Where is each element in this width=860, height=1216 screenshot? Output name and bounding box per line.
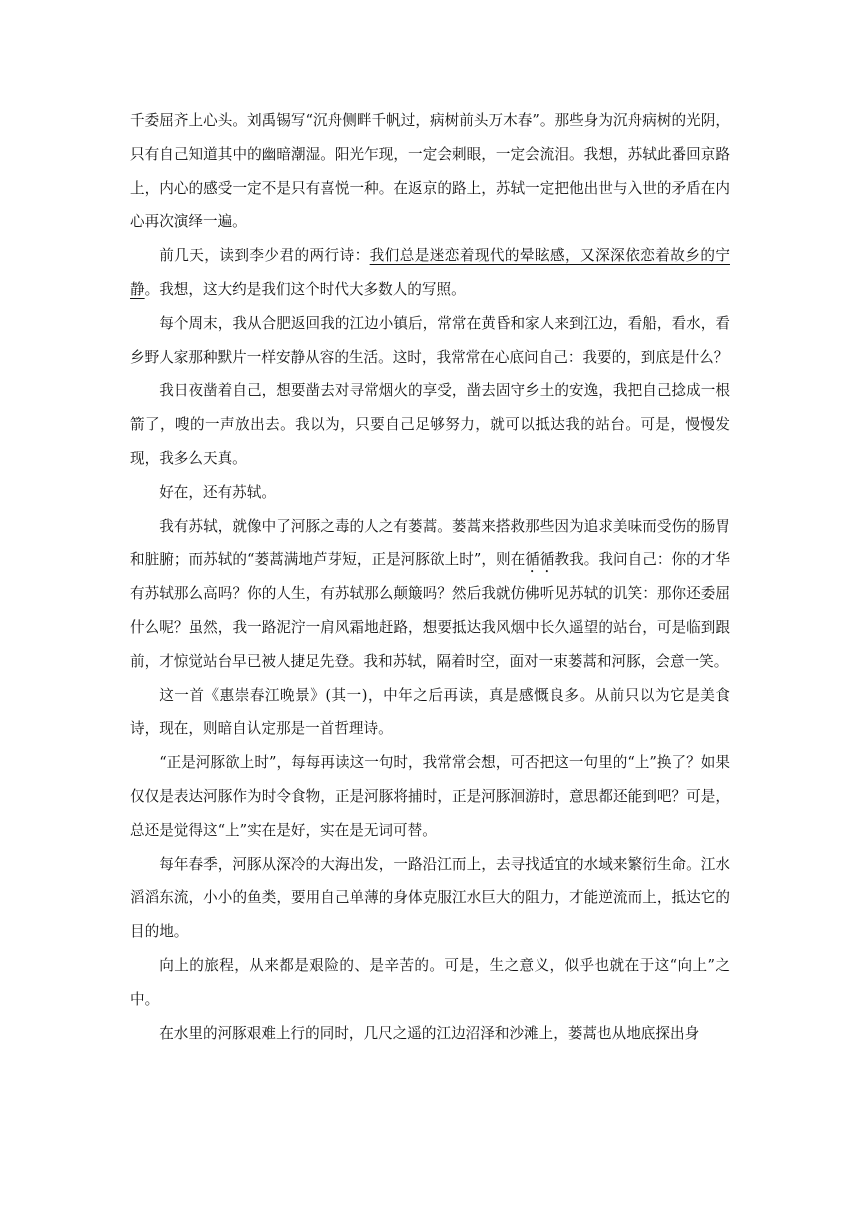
paragraph-10: 向上的旅程，从来都是艰险的、是辛苦的。可是，生之意义，似乎也就在于这“向上”之中。 (130, 956, 730, 1008)
paragraph-2-intro: 前几天，读到李少君的两行诗： (159, 247, 370, 265)
paragraph-2-rest: 。我想，这大约是我们这个时代大多数人的写照。 (144, 280, 466, 298)
paragraph-5: 好在，还有苏轼。 (159, 483, 276, 501)
paragraph-11: 在水里的河豚艰难上行的同时，几尺之遥的江边沼泽和沙滩上，蒌蒿也从地底探出身 (159, 1024, 700, 1042)
article-body (130, 104, 730, 1050)
paragraph-6-intro: 我有苏轼，就像中了河豚之毒的人之有蒌蒿。蒌蒿来搭救那些因为追求美味而受伤的肠胃和脏腑；而苏轼的“蒌蒿满地芦芽短，正是河豚欲上时”，则在 (130, 517, 730, 569)
paragraph-9: 每年春季，河豚从深冷的大海出发，一路沿江而上，去寻找适宜的水域来繁衍生命。江水滔滔东流，小小的鱼类，要用自己单薄的身体克服江水巨大的阻力，才能逆流而上，抵达它的目的地。 (130, 855, 730, 941)
emphasis-dotted-word: 循循 (525, 551, 555, 569)
paragraph-6-rest: 教我。我问自己：你的才华有苏轼那么高吗？你的人生，有苏轼那么颠簸吗？然后我就仿佛听见苏轼的讥笑：那你还委屈什么呢？虽然，我一路泥泞一肩风霜地赶路，想要抵达我风烟中长久遥望的站台，可是临到跟前，才惊觉站台早已被人捷足先登。我和苏轼，隔着时空，面对一束蒌蒿和河豚，会意一笑。 (130, 551, 730, 670)
paragraph-6 (130, 510, 730, 679)
paragraph-3: 每个周末，我从合肥返回我的江边小镇后，常常在黄昏和家人来到江边，看船，看水，看乡野人家那种默片一样安静从容的生活。这时，我常常在心底问自己：我要的，到底是什么？ (130, 314, 730, 366)
paragraph-7: 这一首《惠崇春江晚景》(其一)，中年之后再读，真是感慨良多。从前只以为它是美食诗，现在，则暗自认定那是一首哲理诗。 (130, 686, 730, 738)
paragraph-1: 千委屈齐上心头。刘禹锡写“沉舟侧畔千帆过，病树前头万木春”。那些身为沉舟病树的光阴，只有自己知道其中的幽暗潮湿。阳光乍现，一定会刺眼，一定会流泪。我想，苏轼此番回京路上，内心的感受一定不是只有喜悦一种。在返京的路上，苏轼一定把他出世与入世的矛盾在内心再次演绎一遍。 (130, 112, 730, 231)
paragraph-2 (130, 239, 730, 307)
paragraph-8: “正是河豚欲上时”，每每再读这一句时，我常常会想，可否把这一句里的“上”换了？如果仅仅是表达河豚作为时令食物，正是河豚将捕时，正是河豚洄游时，意思都还能到吧？可是，总还是觉得这“上”实在是好，实在是无词可替。 (130, 754, 730, 839)
paragraph-4: 我日夜凿着自己，想要凿去对寻常烟火的享受，凿去固守乡土的安逸，我把自己捻成一根箭了，嗖的一声放出去。我以为，只要自己足够努力，就可以抵达我的站台。可是，慢慢发现，我多么天真。 (130, 382, 730, 467)
underlined-poem-quote: 我们总是迷恋着现代的晕眩感，又深深依恋着故乡的宁静 (130, 247, 730, 298)
